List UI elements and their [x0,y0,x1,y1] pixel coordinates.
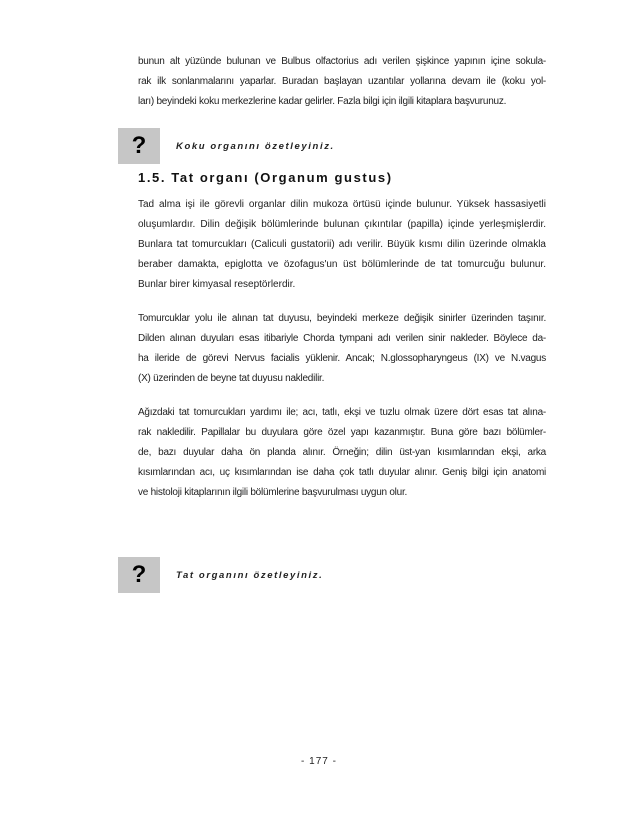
text-line: Bunlara tat tomurcukları (Caliculi gustatorii) adı verilir. Büyük kısmı dilin üzerinde olmakla [138,239,546,250]
text-line: de, bazı duyular daha ön planda alınır. Örneğin; dilin üst-yan kısımlarından ekşi, arka [138,447,546,458]
question-text: Koku organını özetleyiniz. [176,140,335,152]
section-heading: 1.5. Tat organı (Organum gustus) [138,170,393,185]
question-block [118,557,546,593]
text-line: Tomurcuklar yolu ile alınan tat duyusu, beyindeki merkeze değişik sinirler üzerinden taşınır. [138,313,546,324]
text-line: Bunlar birer kimyasal reseptörlerdir. [138,279,296,290]
text-line: rak ilk sonlanmalarını yaparlar. Buradan başlayan uzantılar yollarına devam ile (koku yol- [138,76,546,87]
text-line: oluşumlardır. Dilin değişik bölümlerinde bulunan çıkıntılar (papilla) içinde yerleşmişlerdir. [138,219,546,230]
text-line: Ağızdaki tat tomurcukları yardımı ile; acı, tatlı, ekşi ve tuzlu olmak üzere dört esas tat alına- [138,407,546,418]
page-content [131,52,546,593]
question-mark-icon: ? [118,128,160,164]
text-line: rak nakledilir. Papillalar bu duyulara göre özel yapı kazanmıştır. Buna göre bazı bölümler- [138,427,546,438]
intro-paragraph [138,52,546,112]
text-line: beraber damakta, epiglotta ve özofagus'un üst bölümlerinde de tat tomurcuğu bulunur. [138,259,546,270]
text-line: ları) beyindeki koku merkezlerine kadar gelirler. Fazla bilgi için ilgili kitaplara başvurunuz. [138,96,507,107]
text-line: ve histoloji kitaplarının ilgili bölümlerine başvurulması uygun olur. [138,487,408,498]
question-text: Tat organını özetleyiniz. [176,569,324,581]
page-number: - 177 - [301,756,337,767]
text-line: ha ileride de görevi Nervus facialis yüklenir. Ancak; N.glossopharyngeus (IX) ve N.vagus [138,353,546,364]
question-block [118,128,546,164]
text-line: Dilden alınan duyuları esas itibariyle Chorda tympani adı verilen sinir nakleder. Böylece da- [138,333,546,344]
text-line: Tad alma işi ile görevli organlar dilin mukoza örtüsü içinde bulunur. Yüksek hassasiyetli [138,199,546,210]
question-mark-icon: ? [118,557,160,593]
text-line: bunun alt yüzünde bulunan ve Bulbus olfactorius adı verilen şişkince yapının içine sokula- [138,56,546,67]
body-paragraph [138,195,546,295]
text-line: (X) üzerinden de beyne tat duyusu nakledilir. [138,373,325,384]
body-paragraph [138,309,546,389]
text-line: kısımlarından acı, uç kısımlarından ise daha çok tatlı duyular alınır. Geniş bilgi için anatomi [138,467,546,478]
body-paragraph [138,403,546,503]
